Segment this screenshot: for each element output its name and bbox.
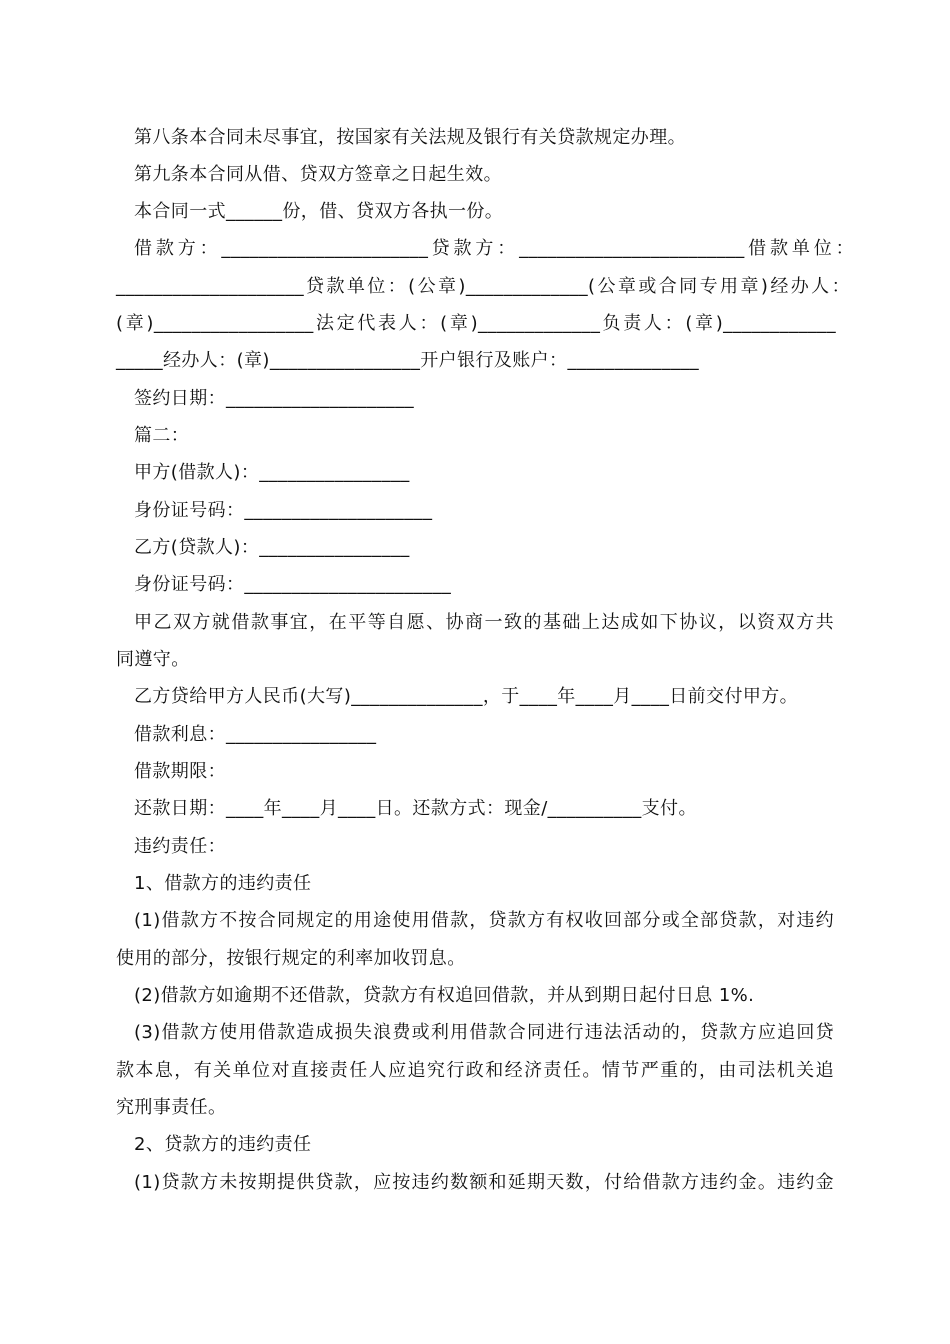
breach-heading: 违约责任： xyxy=(134,836,226,857)
party-b-id-field: 身份证号码：______________________ xyxy=(134,574,452,595)
party-a-field: 甲方(借款人)：________________ xyxy=(134,462,410,483)
party-a-id-field: 身份证号码：____________________ xyxy=(134,500,433,521)
agreement-intro: 甲乙双方就借款事宜，在平等自愿、协商一致的基础上达成如下协议，以资双方共 xyxy=(134,612,834,633)
loan-amount-line: 乙方贷给甲方人民币(大写)______________，于____年____月____日前交付甲方。 xyxy=(134,686,799,707)
signature-line-1: 借款方：______________________贷款方：________________________借款单位： xyxy=(134,238,854,259)
clause-9: 第九条本合同从借、贷双方签章之日起生效。 xyxy=(134,164,502,185)
section-heading-part-2: 篇二： xyxy=(134,425,190,446)
agreement-intro-cont: 同遵守。 xyxy=(116,649,190,670)
lender-breach-1: (1)贷款方未按期提供贷款，应按违约数额和延期天数，付给借款方违约金。违约金 xyxy=(134,1172,834,1193)
repayment-date: 还款日期：____年____月____日。还款方式：现金/__________支付。 xyxy=(134,798,697,819)
borrower-breach-3-end: 究刑事责任。 xyxy=(116,1097,227,1118)
borrower-breach-heading: 1、借款方的违约责任 xyxy=(134,873,312,894)
signature-line-4: _____经办人：(章)________________开户银行及账户：______________ xyxy=(116,350,700,371)
signature-line-2: ____________________贷款单位：(公章)_____________(公章或合同专用章)经办人： xyxy=(116,276,850,297)
party-b-field: 乙方(贷款人)：________________ xyxy=(134,537,410,558)
borrower-breach-2: (2)借款方如逾期不还借款，贷款方有权追回借款，并从到期日起付日息 1%. xyxy=(134,985,755,1006)
borrower-breach-3: (3)借款方使用借款造成损失浪费或利用借款合同进行违法活动的，贷款方应追回贷 xyxy=(134,1022,834,1043)
borrower-breach-1: (1)借款方不按合同规定的用途使用借款，贷款方有权收回部分或全部贷款，对违约 xyxy=(134,910,834,931)
clause-8: 第八条本合同未尽事宜，按国家有关法规及银行有关贷款规定办理。 xyxy=(134,127,686,148)
signing-date: 签约日期：____________________ xyxy=(134,388,414,409)
copies-line: 本合同一式______份，借、贷双方各执一份。 xyxy=(134,201,504,222)
borrower-breach-3-cont: 款本息，有关单位对直接责任人应追究行政和经济责任。情节严重的，由司法机关追 xyxy=(116,1060,834,1081)
borrower-breach-1-cont: 使用的部分，按银行规定的利率加收罚息。 xyxy=(116,948,466,969)
loan-interest: 借款利息：________________ xyxy=(134,724,377,745)
lender-breach-heading: 2、贷款方的违约责任 xyxy=(134,1134,312,1155)
signature-line-3: (章)_________________法定代表人：(章)_____________负责人：(章)____________ xyxy=(116,313,836,334)
loan-term: 借款期限： xyxy=(134,761,226,782)
